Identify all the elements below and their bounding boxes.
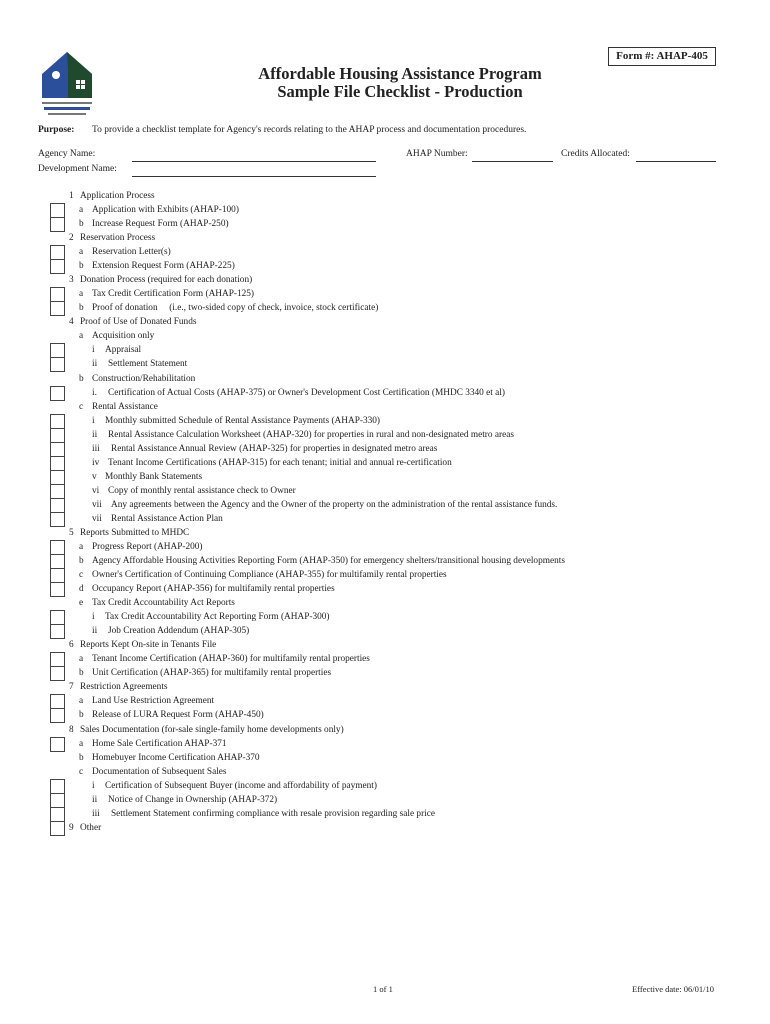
- item-marker: c: [79, 570, 84, 581]
- item-marker: 4: [69, 317, 74, 328]
- item-marker: b: [79, 303, 84, 314]
- item-marker: ii: [92, 359, 98, 370]
- item-marker: iii: [92, 443, 100, 454]
- checkbox[interactable]: [50, 428, 65, 443]
- item-label: Settlement Statement confirming compliance with resale provision regarding sale price: [111, 808, 435, 819]
- checklist-item: [0, 329, 770, 343]
- item-label: Reservation Letter(s): [92, 247, 171, 258]
- page-number: 1 of 1: [373, 984, 393, 994]
- checklist-item: [0, 807, 770, 821]
- item-label: Tenant Income Certification (AHAP-360) for multifamily rental properties: [92, 654, 370, 665]
- item-label: Owner's Certification of Continuing Compliance (AHAP-355) for multifamily rental properties: [92, 570, 447, 581]
- checklist-item: [0, 751, 770, 765]
- checklist-item: [0, 343, 770, 357]
- checklist-item: [0, 428, 770, 442]
- item-marker: b: [79, 752, 84, 763]
- item-label: Copy of monthly rental assistance check to Owner: [108, 485, 296, 496]
- credits-allocated-label: Credits Allocated:: [561, 149, 630, 159]
- development-name-label: Development Name:: [38, 164, 117, 174]
- item-marker: i: [92, 415, 95, 426]
- checklist-item: [0, 372, 770, 386]
- checkbox[interactable]: [50, 287, 65, 302]
- checklist-item: [0, 666, 770, 680]
- item-marker: a: [79, 654, 84, 665]
- checklist-item: [0, 624, 770, 638]
- item-label: Reports Kept On-site in Tenants File: [80, 640, 217, 651]
- checklist-item: [0, 610, 770, 624]
- form-number: Form #: AHAP-405: [608, 47, 716, 66]
- item-label: Rental Assistance Calculation Worksheet (AHAP-320) for properties in rural and non-designated metro areas: [108, 429, 514, 440]
- checkbox[interactable]: [50, 540, 65, 555]
- item-label: Rental Assistance Annual Review (AHAP-325) for properties in designated metro areas: [111, 443, 438, 454]
- item-marker: iv: [92, 457, 100, 468]
- item-marker: c: [79, 401, 84, 412]
- checklist-item: [0, 301, 770, 315]
- item-marker: vii: [92, 513, 102, 524]
- checkbox[interactable]: [50, 357, 65, 372]
- item-label: Tax Credit Accountability Act Reporting Form (AHAP-300): [105, 612, 330, 623]
- item-marker: ii: [92, 429, 98, 440]
- item-marker: v: [92, 471, 97, 482]
- item-label: Other: [80, 822, 102, 833]
- checklist-item: [0, 442, 770, 456]
- checkbox[interactable]: [50, 442, 65, 457]
- checklist-item: [0, 456, 770, 470]
- item-marker: b: [79, 261, 84, 272]
- agency-name-field[interactable]: [132, 161, 376, 162]
- item-label: Release of LURA Request Form (AHAP-450): [92, 710, 264, 721]
- checkbox[interactable]: [50, 343, 65, 358]
- checkbox[interactable]: [50, 807, 65, 822]
- item-marker: b: [79, 373, 84, 384]
- checkbox[interactable]: [50, 821, 65, 836]
- item-label: Tax Credit Accountability Act Reports: [92, 598, 235, 609]
- item-marker: iii: [92, 808, 100, 819]
- item-marker: d: [79, 584, 84, 595]
- item-label: Application Process: [80, 191, 155, 201]
- checklist-item: [0, 259, 770, 273]
- checklist-item: [0, 287, 770, 301]
- checkbox[interactable]: [50, 568, 65, 583]
- checkbox[interactable]: [50, 301, 65, 316]
- item-label: Sales Documentation (for-sale single-family home developments only): [80, 724, 344, 735]
- checkbox[interactable]: [50, 456, 65, 471]
- item-marker: a: [79, 205, 84, 216]
- item-marker: e: [79, 598, 84, 609]
- item-label: Rental Assistance: [92, 401, 158, 412]
- checkbox[interactable]: [50, 708, 65, 723]
- checklist-item: [0, 315, 770, 329]
- checkbox[interactable]: [50, 245, 65, 260]
- checklist-item: [0, 737, 770, 751]
- item-label: Tenant Income Certifications (AHAP-315) for each tenant; initial and annual re-certification: [108, 457, 452, 468]
- item-label: Agency Affordable Housing Activities Reporting Form (AHAP-350) for emergency shelters/transitional housing developments: [92, 556, 565, 567]
- item-marker: a: [79, 331, 84, 342]
- checkbox[interactable]: [50, 498, 65, 513]
- item-marker: a: [79, 289, 84, 300]
- checklist-item: [0, 526, 770, 540]
- checklist-item: [0, 512, 770, 526]
- checkbox[interactable]: [50, 793, 65, 808]
- item-marker: 9: [69, 822, 74, 833]
- checklist-item: [0, 765, 770, 779]
- item-marker: a: [79, 696, 84, 707]
- title-line1: Affordable Housing Assistance Program: [258, 64, 542, 83]
- checklist-item: [0, 568, 770, 582]
- item-marker: b: [79, 219, 84, 230]
- item-label: Job Creation Addendum (AHAP-305): [108, 626, 250, 637]
- item-marker: c: [79, 766, 84, 777]
- checklist-item: [0, 273, 770, 287]
- checkbox[interactable]: [50, 737, 65, 752]
- item-marker: i.: [92, 387, 97, 398]
- checkbox[interactable]: [50, 779, 65, 794]
- item-marker: i: [92, 780, 95, 791]
- checklist-item: [0, 217, 770, 231]
- item-marker: 2: [69, 233, 74, 244]
- item-label: Documentation of Subsequent Sales: [92, 766, 227, 777]
- item-label: Monthly submitted Schedule of Rental Assistance Payments (AHAP-330): [105, 415, 381, 426]
- ahap-number-field[interactable]: [472, 161, 553, 162]
- checklist-item: [0, 400, 770, 414]
- credits-allocated-field[interactable]: [636, 161, 716, 162]
- checkbox[interactable]: [50, 610, 65, 625]
- item-marker: i: [92, 345, 95, 356]
- item-label: Proof of Use of Donated Funds: [80, 317, 197, 328]
- item-label: Restriction Agreements: [80, 682, 168, 693]
- checklist-item: [0, 414, 770, 428]
- checklist-item: [0, 357, 770, 371]
- item-label: Application with Exhibits (AHAP-100): [92, 205, 239, 216]
- checklist-item: [0, 680, 770, 694]
- checkbox[interactable]: [50, 484, 65, 499]
- agency-name-label: Agency Name:: [38, 149, 96, 159]
- item-marker: i: [92, 612, 95, 623]
- item-label: Reports Submitted to MHDC: [80, 527, 190, 538]
- item-marker: 3: [69, 275, 74, 286]
- checkbox[interactable]: [50, 259, 65, 274]
- item-label: Monthly Bank Statements: [105, 471, 203, 482]
- item-marker: a: [79, 542, 84, 552]
- item-label: Certification of Actual Costs (AHAP-375) or Owner's Development Cost Certification (MHDC 3340 et al): [108, 387, 505, 398]
- item-label: Land Use Restriction Agreement: [92, 696, 215, 707]
- item-label: Increase Request Form (AHAP-250): [92, 219, 229, 230]
- checkbox[interactable]: [50, 666, 65, 681]
- item-label: Home Sale Certification AHAP-371: [92, 738, 227, 749]
- item-label: Unit Certification (AHAP-365) for multifamily rental properties: [92, 668, 332, 679]
- checklist-item: [0, 652, 770, 666]
- checkbox[interactable]: [50, 582, 65, 597]
- checkbox[interactable]: [50, 652, 65, 667]
- item-label: Appraisal: [105, 345, 142, 356]
- item-label: Occupancy Report (AHAP-356) for multifamily rental properties: [92, 584, 335, 595]
- checklist-item: [0, 540, 770, 554]
- checklist-item: [0, 498, 770, 512]
- item-label: Notice of Change in Ownership (AHAP-372): [108, 794, 278, 805]
- item-label: Certification of Subsequent Buyer (income and affordability of payment): [105, 780, 377, 791]
- item-marker: ii: [92, 794, 98, 805]
- item-label: Acquisition only: [92, 331, 155, 342]
- checkbox[interactable]: [50, 386, 65, 401]
- checklist-item: [0, 779, 770, 793]
- item-label: Settlement Statement: [108, 359, 188, 370]
- item-marker: 8: [69, 724, 74, 735]
- item-label: Any agreements between the Agency and the Owner of the property on the administration of the rental assistance funds.: [111, 499, 558, 510]
- checkbox[interactable]: [50, 217, 65, 232]
- item-label: Donation Process (required for each donation): [80, 275, 253, 286]
- checklist-item: [0, 231, 770, 245]
- ahap-number-label: AHAP Number:: [406, 149, 468, 159]
- purpose-label: Purpose:: [38, 125, 75, 135]
- item-marker: 7: [69, 682, 74, 693]
- checkbox[interactable]: [50, 694, 65, 709]
- checkbox[interactable]: [50, 554, 65, 569]
- checkbox[interactable]: [50, 414, 65, 429]
- item-marker: 5: [69, 527, 74, 538]
- checklist-item: [0, 638, 770, 652]
- checklist-item: [0, 793, 770, 807]
- checkbox[interactable]: [50, 203, 65, 218]
- checklist-item: [0, 386, 770, 400]
- item-marker: b: [79, 556, 84, 567]
- checklist-item: [0, 484, 770, 498]
- item-marker: 6: [69, 640, 74, 651]
- item-marker: 1: [69, 191, 74, 201]
- item-marker: b: [79, 710, 84, 721]
- checklist-item: [0, 596, 770, 610]
- item-label: Rental Assistance Action Plan: [111, 513, 223, 524]
- item-label: Progress Report (AHAP-200): [92, 542, 203, 552]
- checklist-item: [0, 554, 770, 568]
- item-marker: vi: [92, 485, 100, 496]
- title-line2: Sample File Checklist - Production: [277, 82, 523, 101]
- checkbox[interactable]: [50, 512, 65, 527]
- checklist-item: [0, 694, 770, 708]
- item-label: Construction/Rehabilitation: [92, 373, 196, 384]
- checklist-item: [0, 582, 770, 596]
- item-label: Proof of donation (i.e., two-sided copy of check, invoice, stock certificate): [92, 303, 379, 314]
- development-name-field[interactable]: [132, 176, 376, 177]
- checklist-item: [0, 189, 770, 203]
- purpose-text: To provide a checklist template for Agency's records relating to the AHAP process and documentation procedures.: [92, 125, 527, 135]
- checklist-item: [0, 723, 770, 737]
- checklist-item: [0, 203, 770, 217]
- item-marker: ii: [92, 626, 98, 637]
- checklist-item: [0, 470, 770, 484]
- item-label: Tax Credit Certification Form (AHAP-125): [92, 289, 255, 300]
- item-label: Reservation Process: [80, 233, 156, 244]
- item-marker: a: [79, 738, 84, 749]
- checklist-item: [0, 708, 770, 722]
- item-marker: vii: [92, 499, 102, 510]
- item-label: Homebuyer Income Certification AHAP-370: [92, 752, 260, 763]
- item-label: Extension Request Form (AHAP-225): [92, 261, 235, 272]
- effective-date: Effective date: 06/01/10: [632, 984, 714, 994]
- checkbox[interactable]: [50, 470, 65, 485]
- item-marker: a: [79, 247, 84, 258]
- item-marker: b: [79, 668, 84, 679]
- checklist-item: [0, 821, 770, 835]
- checkbox[interactable]: [50, 624, 65, 639]
- checklist-item: [0, 245, 770, 259]
